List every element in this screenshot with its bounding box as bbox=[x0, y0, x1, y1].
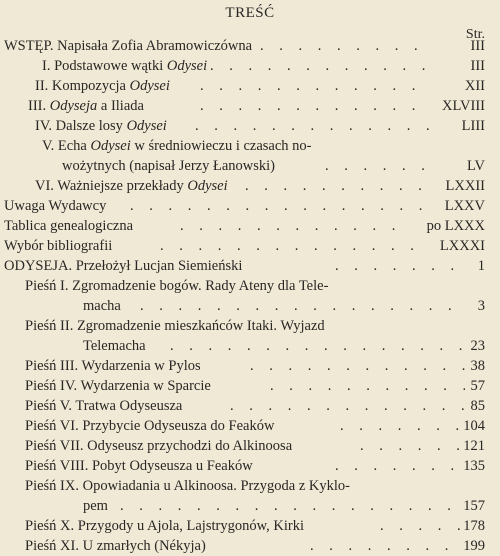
dot-leader bbox=[170, 336, 465, 356]
toc-entry[interactable] bbox=[0, 176, 500, 196]
toc-entry-text: wożytnych (napisał Jerzy Łanowski) bbox=[62, 158, 276, 174]
toc-entry[interactable] bbox=[0, 116, 500, 136]
toc-entry-title bbox=[25, 516, 304, 536]
toc-entry-text: Pieśń XI. U zmarłych (Nékyja) bbox=[25, 538, 206, 554]
toc-entry[interactable] bbox=[0, 96, 500, 116]
toc-entry-text: Telemacha bbox=[83, 338, 146, 354]
toc-page-number: 199 bbox=[463, 538, 485, 554]
dot-leader bbox=[380, 516, 465, 536]
dot-leader bbox=[260, 36, 430, 56]
page-title: TREŚĆ bbox=[225, 5, 275, 21]
toc-entry-title bbox=[25, 316, 325, 336]
toc-entry-text: WSTĘP. Napisała Zofia Abramowiczówna bbox=[4, 38, 253, 54]
toc-page-number: 104 bbox=[463, 418, 485, 434]
toc-entry[interactable] bbox=[0, 456, 500, 476]
dot-leader bbox=[250, 356, 465, 376]
toc-entry-title bbox=[25, 456, 253, 476]
toc-page-number: XLVIII bbox=[442, 98, 485, 114]
toc-page-number: III bbox=[470, 58, 485, 74]
toc-entry-title bbox=[25, 356, 201, 376]
toc-entry-title bbox=[83, 296, 121, 316]
toc-entry-title bbox=[4, 196, 106, 216]
dot-leader bbox=[270, 376, 465, 396]
toc-entry-text: Pieśń VIII. Pobyt Odyseusza u Feaków bbox=[25, 458, 253, 474]
toc-entry-title bbox=[25, 536, 206, 556]
toc-entry-text: Pieśń I. Zgromadzenie bogów. Rady Ateny dla Tele- bbox=[25, 278, 329, 294]
toc-entry-text: Pieśń VI. Przybycie Odyseusza do Feaków bbox=[25, 418, 275, 434]
toc-page-number: 157 bbox=[463, 498, 485, 514]
toc-page-number: III bbox=[470, 38, 485, 54]
toc-entry-title bbox=[25, 396, 182, 416]
toc-entry-text: pem bbox=[83, 498, 108, 514]
toc-entry-text-end: a Iliada bbox=[97, 98, 144, 114]
toc-entry-title bbox=[4, 216, 133, 236]
toc-entry-italic: Odysei bbox=[166, 58, 208, 74]
toc-page-number: 178 bbox=[463, 518, 485, 534]
toc-entry[interactable] bbox=[0, 496, 500, 516]
toc-page-number: 121 bbox=[463, 438, 485, 454]
toc-page-number: LV bbox=[467, 158, 485, 174]
toc-entry-italic: Odysei bbox=[129, 78, 170, 94]
toc-entry[interactable] bbox=[0, 296, 500, 316]
dot-leader bbox=[200, 76, 430, 96]
toc-entry-text: ODYSEJA. Przełożył Lucjan Siemieński bbox=[4, 258, 243, 274]
dot-leader bbox=[335, 256, 465, 276]
toc-entry-text: Pieśń IX. Opowiadania u Alkinoosa. Przygoda z Kyklo- bbox=[25, 478, 350, 494]
toc-entry-text: Pieśń IV. Wydarzenia w Sparcie bbox=[25, 378, 211, 394]
toc-entry-italic: Odysei bbox=[187, 178, 228, 194]
toc-entry-text: III. bbox=[28, 98, 50, 114]
toc-entry[interactable] bbox=[0, 256, 500, 276]
toc-entry-title bbox=[62, 156, 275, 176]
toc-page-number: 57 bbox=[470, 378, 485, 394]
toc-entry[interactable] bbox=[0, 196, 500, 216]
page-column-label: Str. bbox=[465, 27, 485, 42]
dot-leader bbox=[120, 496, 465, 516]
toc-entry-text: macha bbox=[83, 298, 121, 314]
toc-entry-title bbox=[25, 436, 292, 456]
toc-entry-title bbox=[83, 496, 108, 516]
toc-entry-text: Tablica genealogiczna bbox=[4, 218, 134, 234]
toc-entry-title bbox=[35, 76, 170, 96]
toc-entry-text: VI. Ważniejsze przekłady bbox=[35, 178, 188, 194]
toc-entry-text: IV. Dalsze losy bbox=[35, 118, 127, 134]
toc-entry-title bbox=[4, 36, 252, 56]
dot-leader bbox=[340, 416, 465, 436]
toc-page-number: 3 bbox=[477, 298, 485, 314]
toc-entry-text: Uwaga Wydawcy bbox=[4, 198, 107, 214]
toc-page-number: XII bbox=[464, 78, 485, 94]
toc-entry[interactable] bbox=[0, 436, 500, 456]
toc-entry[interactable] bbox=[0, 36, 500, 56]
toc-entry[interactable] bbox=[0, 276, 500, 296]
toc-entry[interactable] bbox=[0, 476, 500, 496]
dot-leader bbox=[245, 176, 430, 196]
toc-entry-title bbox=[42, 136, 312, 156]
toc-entry-text: I. Podstawowe wątki bbox=[42, 58, 167, 74]
toc-page-number: 23 bbox=[470, 338, 485, 354]
dot-leader bbox=[130, 196, 430, 216]
toc-page-number: 1 bbox=[477, 258, 485, 274]
toc-page-number: 38 bbox=[470, 358, 485, 374]
toc-entry[interactable] bbox=[0, 236, 500, 256]
toc-entry-text: Pieśń X. Przygody u Ajola, Lajstrygonów, Kirki bbox=[25, 518, 304, 534]
toc-page-number: 135 bbox=[463, 458, 485, 474]
toc-entry[interactable] bbox=[0, 136, 500, 156]
toc-entry-title bbox=[4, 256, 242, 276]
toc-page-number: 85 bbox=[470, 398, 485, 414]
toc-entry-text: Pieśń V. Tratwa Odyseusza bbox=[25, 398, 183, 414]
toc-entry-text-end: w średniowieczu i czasach no- bbox=[130, 138, 312, 154]
toc-entry-title bbox=[25, 476, 350, 496]
dot-leader bbox=[160, 236, 430, 256]
toc-entry-title bbox=[25, 416, 274, 436]
toc-page-number: po LXXX bbox=[426, 218, 485, 234]
toc-entry-title bbox=[35, 116, 167, 136]
toc-entry[interactable] bbox=[0, 396, 500, 416]
toc-entry[interactable] bbox=[0, 156, 500, 176]
toc-entry[interactable] bbox=[0, 216, 500, 236]
toc-page-number: LXXXI bbox=[439, 238, 485, 254]
toc-entry[interactable] bbox=[0, 76, 500, 96]
dot-leader bbox=[310, 536, 465, 556]
dot-leader bbox=[200, 96, 430, 116]
dot-leader bbox=[230, 396, 465, 416]
toc-entry-text: Pieśń III. Wydarzenia w Pylos bbox=[25, 358, 201, 374]
toc-entry-italic: Odyseja bbox=[49, 98, 98, 114]
toc-entry[interactable] bbox=[0, 356, 500, 376]
toc-entry-title bbox=[28, 96, 144, 116]
toc-entry[interactable] bbox=[0, 316, 500, 336]
dot-leader bbox=[140, 296, 465, 316]
toc-entry[interactable] bbox=[0, 336, 500, 356]
toc-page-number: LIII bbox=[461, 118, 485, 134]
toc-entry-title bbox=[25, 276, 328, 296]
toc-entry[interactable] bbox=[0, 416, 500, 436]
toc-page-number: LXXV bbox=[444, 198, 485, 214]
toc-entry-title bbox=[25, 376, 211, 396]
toc-entry-text: II. Kompozycja bbox=[35, 78, 130, 94]
toc-entry-italic: Odysei bbox=[90, 138, 131, 154]
toc-page-number: LXXII bbox=[445, 178, 485, 194]
toc-entry-text: V. Echa bbox=[42, 138, 91, 154]
toc-entry[interactable] bbox=[0, 536, 500, 556]
toc-entry-text: Wybór bibliografii bbox=[4, 238, 113, 254]
toc-entry[interactable] bbox=[0, 56, 500, 76]
toc-entry-title bbox=[4, 236, 112, 256]
dot-leader bbox=[210, 56, 430, 76]
dot-leader bbox=[360, 436, 465, 456]
toc-entry-title bbox=[35, 176, 228, 196]
toc-entry-title bbox=[83, 336, 146, 356]
dot-leader bbox=[325, 156, 430, 176]
toc-entry[interactable] bbox=[0, 516, 500, 536]
toc-entry-text: Pieśń VII. Odyseusz przychodzi do Alkinoosa bbox=[25, 438, 293, 454]
toc-entry-italic: Odysei bbox=[126, 118, 167, 134]
toc-entry[interactable] bbox=[0, 376, 500, 396]
dot-leader bbox=[195, 116, 430, 136]
dot-leader bbox=[180, 216, 405, 236]
toc-entry-title bbox=[42, 56, 207, 76]
toc-entry-text: Pieśń II. Zgromadzenie mieszkańców Itaki. Wyjazd bbox=[25, 318, 325, 334]
dot-leader bbox=[335, 456, 465, 476]
